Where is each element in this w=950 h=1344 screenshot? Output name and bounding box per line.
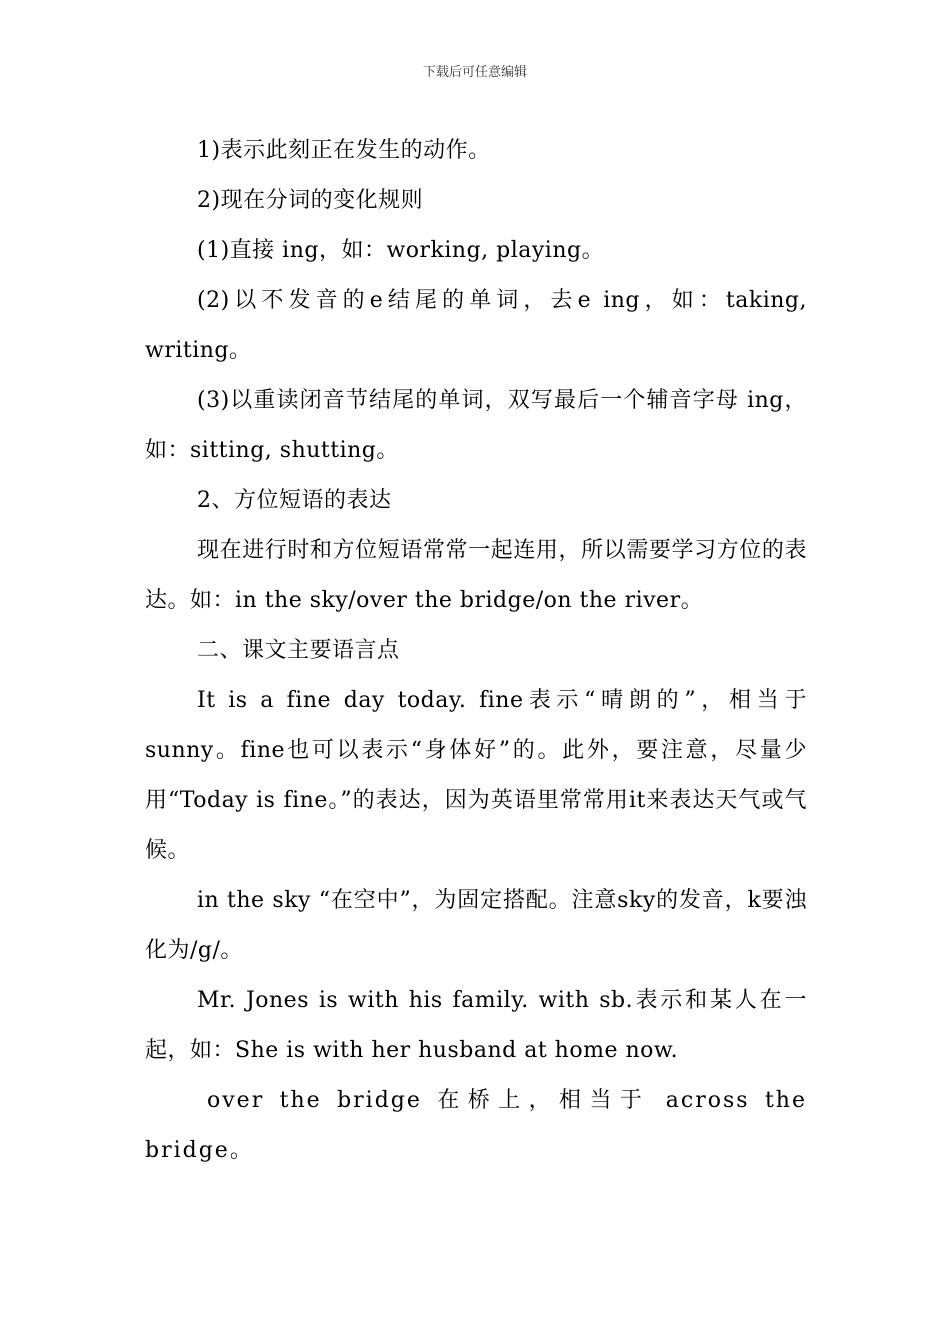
paragraph-fine-day: It is a fine day today. fine表示“晴朗的”，相当于sunny。fine也可以表示“身体好”的。此外，要注意，尽量少用“Today is fine。”的表达，因为英语里常常用it来表达天气或气候。 xyxy=(145,688,807,863)
paragraph-over-the-bridge: over the bridge 在桥上，相当于 across the bridge。 xyxy=(145,1088,807,1163)
paragraph-participle-rules: 2)现在分词的变化规则 xyxy=(197,188,424,213)
paragraph-section-2-heading: 2、方位短语的表达 xyxy=(197,488,392,513)
paragraph-with-family: Mr. Jones is with his family. with sb.表示和某人在一起，如：She is with her husband at home now. xyxy=(145,988,807,1063)
page-header: 下载后可任意编辑 xyxy=(422,65,527,80)
paragraph-rule-1: (1)直接 ing，如：working, playing。 xyxy=(197,238,605,263)
paragraph-rule-3: (3)以重读闭音节结尾的单词，双写最后一个辅音字母 ing，如：sitting, shutting。 xyxy=(145,388,807,463)
paragraph-section-heading-language-points: 二、课文主要语言点 xyxy=(197,638,400,663)
paragraph-location-phrases: 现在进行时和方位短语常常一起连用，所以需要学习方位的表达。如：in the sky/over the bridge/on the river。 xyxy=(145,538,807,613)
paragraph-in-the-sky: in the sky “在空中”，为固定搭配。注意sky的发音，k要浊化为/g/。 xyxy=(145,888,807,963)
document-body xyxy=(145,126,807,1176)
paragraph-present-action: 1)表示此刻正在发生的动作。 xyxy=(197,138,491,163)
paragraph-rule-2: (2)以不发音的e结尾的单词，去e ing，如：taking, writing。 xyxy=(145,288,807,363)
